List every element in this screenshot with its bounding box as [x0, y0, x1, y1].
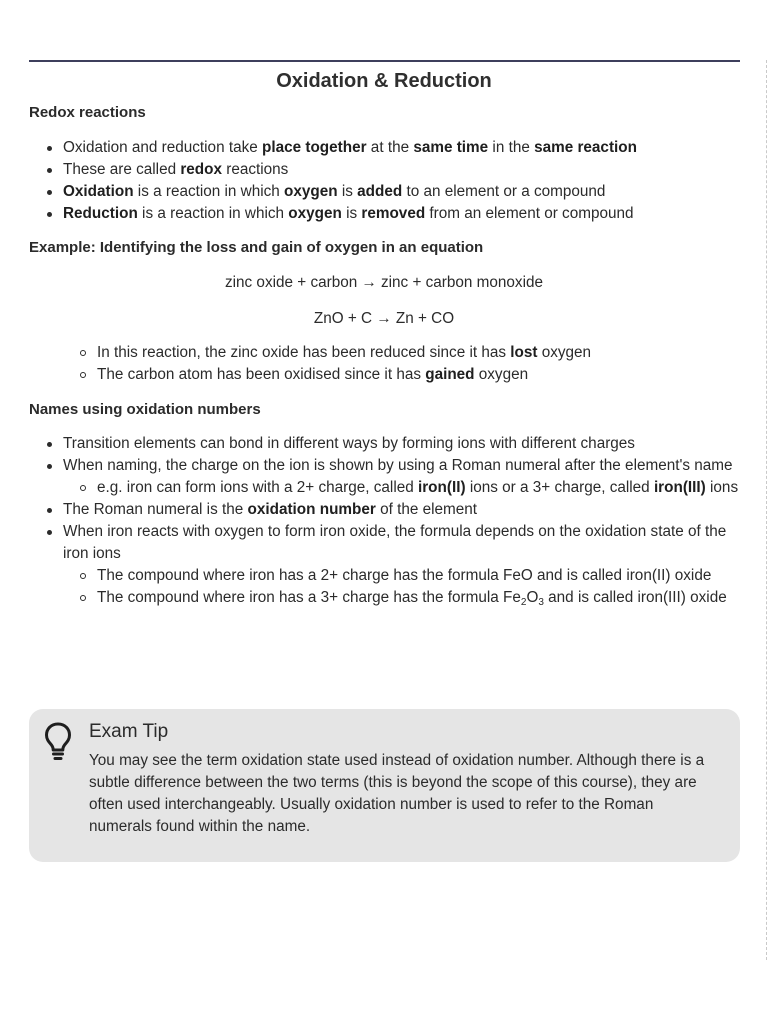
list-item: e.g. iron can form ions with a 2+ charge, called iron(II) ions or a 3+ charge, called iron(III) ions	[63, 477, 744, 499]
exam-tip-title: Exam Tip	[89, 721, 169, 742]
list-item: The Roman numeral is the oxidation number of the element	[29, 499, 744, 521]
redox-bullet-list	[29, 137, 744, 225]
list-item: The carbon atom has been oxidised since it has gained oxygen	[63, 364, 743, 386]
top-rule	[29, 60, 740, 62]
page-title: Oxidation & Reduction	[276, 70, 492, 92]
list-item: These are called redox reactions	[29, 159, 744, 181]
exam-tip-text: You may see the term oxidation state used instead of oxidation number. Although there is a subtle difference between the two terms (this is beyond the scope of this course), they are often used interchangeably. Usually oxidation number is used to refer to the Roman numerals found within the name.	[89, 752, 705, 835]
list-item: Reduction is a reaction in which oxygen is removed from an element or compound	[29, 203, 744, 225]
section-heading-redox: Redox reactions	[29, 104, 146, 121]
list-item: In this reaction, the zinc oxide has been reduced since it has lost oxygen	[63, 342, 743, 364]
section-heading-example: Example: Identifying the loss and gain of oxygen in an equation	[29, 239, 484, 256]
symbol-equation: ZnO + C → Zn + CO	[313, 310, 455, 327]
list-item: Transition elements can bond in different ways by forming ions with different charges	[29, 433, 744, 455]
list-item: When naming, the charge on the ion is shown by using a Roman numeral after the element's name e.g. iron can form ions with a 2+ charge, called iron(II) ions or a 3+ charge, called iron(III) ions	[29, 455, 744, 499]
lightbulb-icon	[44, 721, 72, 761]
list-item: Oxidation and reduction take place together at the same time in the same reaction	[29, 137, 744, 159]
page-edge-divider	[766, 60, 767, 960]
list-item: When iron reacts with oxygen to form iron oxide, the formula depends on the oxidation state of the iron ions The compound where iron has a 2+ charge has the formula FeO and is called iron(II) oxide The compound where iron has a 3+ charge has the formula $Fe_2O_3$ and is called iron(III) oxide	[29, 521, 744, 614]
list-item: The compound where iron has a 2+ charge has the formula FeO and is called iron(II) oxide	[63, 565, 744, 587]
example-explanation-list	[63, 342, 743, 386]
exam-tip-box	[29, 709, 740, 862]
list-item: The compound where iron has a 3+ charge has the formula $Fe_2O_3$ and is called iron(III) oxide	[63, 587, 744, 614]
oxidation-numbers-list	[29, 433, 744, 614]
word-equation: zinc oxide + carbon → zinc + carbon monoxide	[224, 274, 543, 291]
list-item: Oxidation is a reaction in which oxygen is added to an element or a compound	[29, 181, 744, 203]
section-heading-oxidation-numbers: Names using oxidation numbers	[29, 401, 261, 418]
